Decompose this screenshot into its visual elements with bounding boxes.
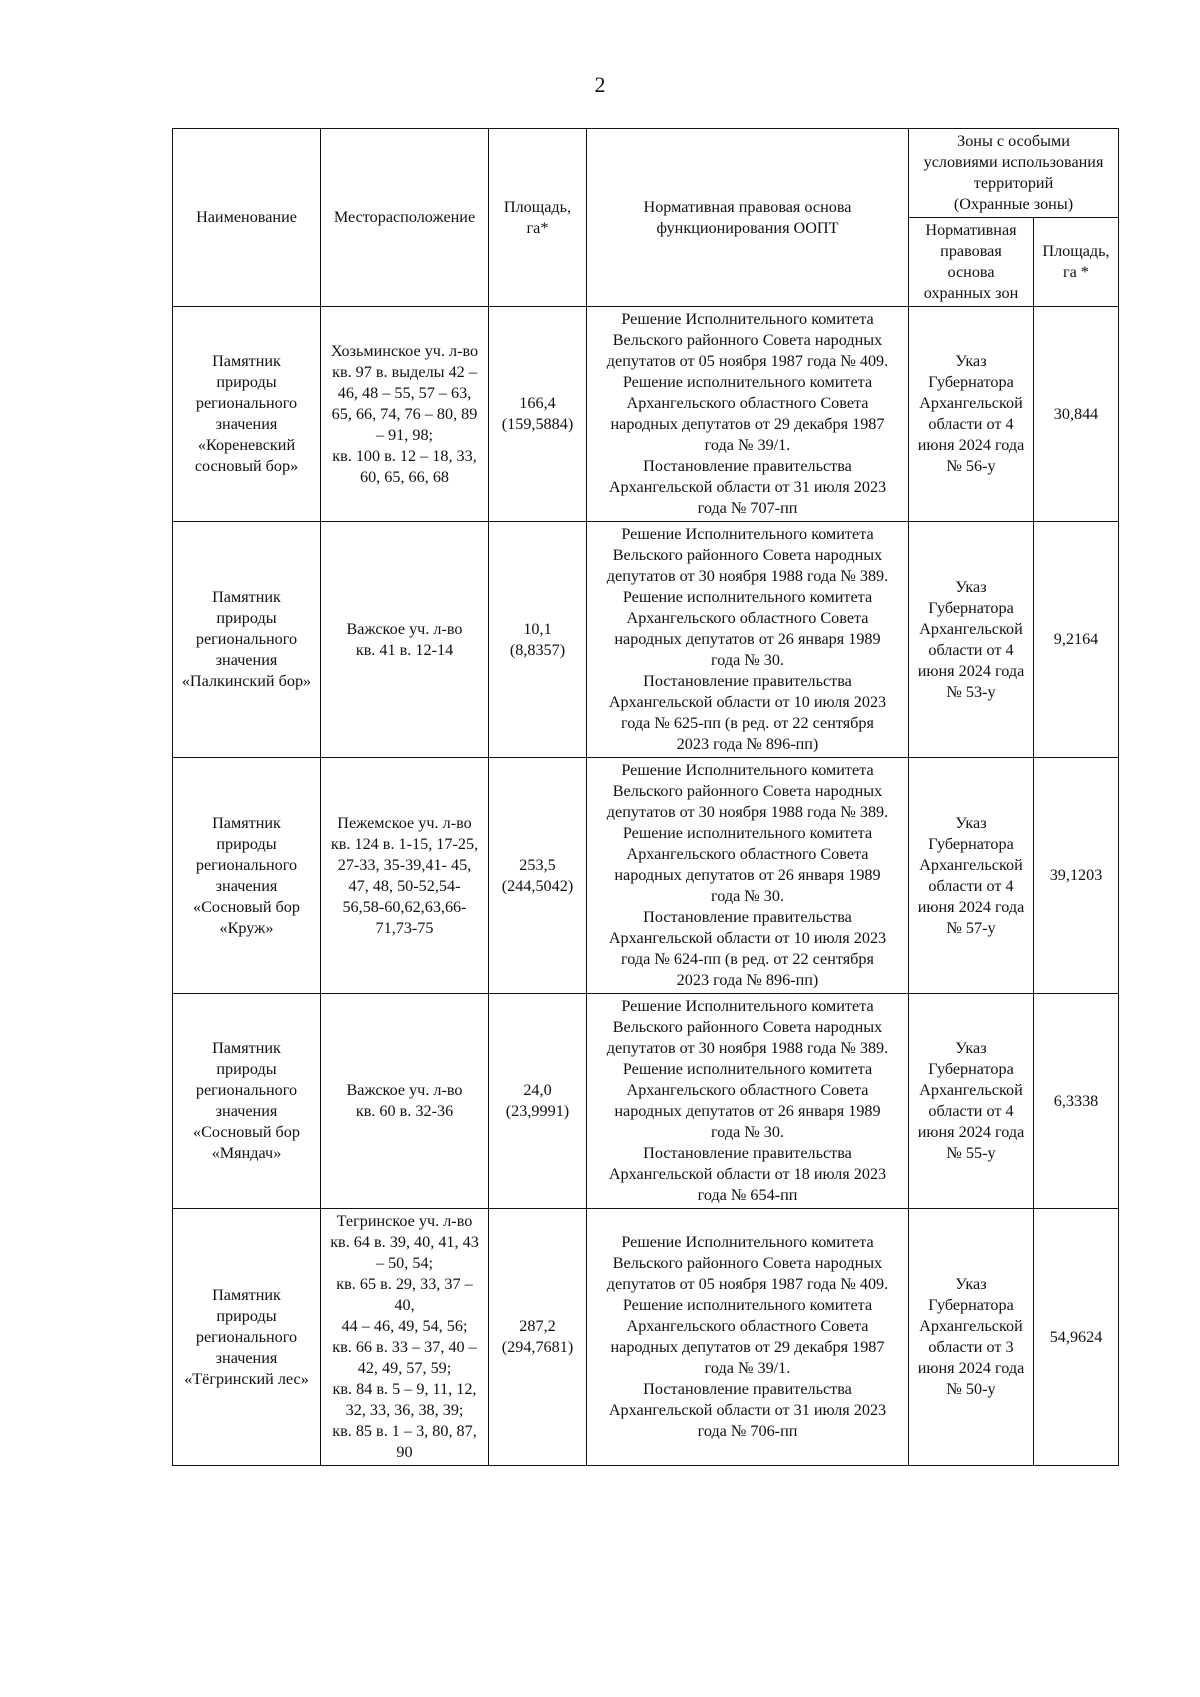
cell-legal-basis: Решение Исполнительного комитета Вельского районного Совета народных депутатов от 30 ноября 1988 года № 389. Решение исполнительного комитета Архангельского областного Совета народных депутатов от 26 января 1989 года № 30. Постановление правительства Архангельской области от 10 июля 2023 года № 624-пп (в ред. от 22 сентября 2023 года № 896-пп) (587, 758, 909, 994)
header-zones-legal-basis: Нормативная правовая основа охранных зон (909, 218, 1034, 307)
page-number: 2 (594, 72, 606, 97)
header-protected-zones: Зоны с особыми условиями использования территорий (Охранные зоны) (909, 129, 1119, 218)
table-row (173, 307, 1119, 522)
cell-legal-basis: Решение Исполнительного комитета Вельского районного Совета народных депутатов от 30 ноября 1988 года № 389. Решение исполнительного комитета Архангельского областного Совета народных депутатов от 26 января 1989 года № 30. Постановление правительства Архангельской области от 18 июля 2023 года № 654-пп (587, 994, 909, 1209)
cell-zone-area: 54,9624 (1034, 1209, 1119, 1466)
cell-legal-basis: Решение Исполнительного комитета Вельского районного Совета народных депутатов от 05 ноября 1987 года № 409. Решение исполнительного комитета Архангельского областного Совета народных депутатов от 29 декабря 1987 года № 39/1. Постановление правительства Архангельской области от 31 июля 2023 года № 706-пп (587, 1209, 909, 1466)
cell-area: 253,5 (244,5042) (489, 758, 587, 994)
cell-name: Памятник природы регионального значения «Палкинский бор» (173, 522, 321, 758)
cell-zone-basis: Указ Губернатора Архангельской области от 4 июня 2024 года № 53-у (909, 522, 1034, 758)
cell-area: 24,0 (23,9991) (489, 994, 587, 1209)
cell-area: 10,1 (8,8357) (489, 522, 587, 758)
cell-legal-basis: Решение Исполнительного комитета Вельского районного Совета народных депутатов от 05 ноября 1987 года № 409. Решение исполнительного комитета Архангельского областного Совета народных депутатов от 29 декабря 1987 года № 39/1. Постановление правительства Архангельской области от 31 июля 2023 года № 707-пп (587, 307, 909, 522)
table-row (173, 522, 1119, 758)
cell-zone-area: 39,1203 (1034, 758, 1119, 994)
cell-location: Пежемское уч. л-во кв. 124 в. 1-15, 17-25, 27-33, 35-39,41- 45, 47, 48, 50-52,54- 56,58-60,62,63,66- 71,73-75 (321, 758, 489, 994)
cell-name: Памятник природы регионального значения «Тёгринский лес» (173, 1209, 321, 1466)
cell-zone-basis: Указ Губернатора Архангельской области от 4 июня 2024 года № 57-у (909, 758, 1034, 994)
oopt-table (172, 128, 1119, 1466)
header-zones-area: Площадь, га * (1034, 218, 1119, 307)
header-area: Площадь, га* (489, 129, 587, 307)
cell-location: Тегринское уч. л-во кв. 64 в. 39, 40, 41, 43 – 50, 54; кв. 65 в. 29, 33, 37 – 40, 44 – 46, 49, 54, 56; кв. 66 в. 33 – 37, 40 – 42, 49, 57, 59; кв. 84 в. 5 – 9, 11, 12, 32, 33, 36, 38, 39; кв. 85 в. 1 – 3, 80, 87, 90 (321, 1209, 489, 1466)
header-name: Наименование (173, 129, 321, 307)
cell-name: Памятник природы регионального значения «Сосновый бор «Круж» (173, 758, 321, 994)
cell-area: 287,2 (294,7681) (489, 1209, 587, 1466)
cell-name: Памятник природы регионального значения «Сосновый бор «Мяндач» (173, 994, 321, 1209)
header-legal-basis: Нормативная правовая основа функционирования ООПТ (587, 129, 909, 307)
cell-zone-area: 9,2164 (1034, 522, 1119, 758)
cell-zone-basis: Указ Губернатора Архангельской области от 3 июня 2024 года № 50-у (909, 1209, 1034, 1466)
cell-zone-area: 30,844 (1034, 307, 1119, 522)
cell-zone-area: 6,3338 (1034, 994, 1119, 1209)
table-row (173, 758, 1119, 994)
cell-location: Важское уч. л-во кв. 60 в. 32-36 (321, 994, 489, 1209)
table-row (173, 994, 1119, 1209)
cell-location: Важское уч. л-во кв. 41 в. 12-14 (321, 522, 489, 758)
table-row (173, 1209, 1119, 1466)
cell-legal-basis: Решение Исполнительного комитета Вельского районного Совета народных депутатов от 30 ноября 1988 года № 389. Решение исполнительного комитета Архангельского областного Совета народных депутатов от 26 января 1989 года № 30. Постановление правительства Архангельской области от 10 июля 2023 года № 625-пп (в ред. от 22 сентября 2023 года № 896-пп) (587, 522, 909, 758)
header-location: Месторасположение (321, 129, 489, 307)
cell-zone-basis: Указ Губернатора Архангельской области от 4 июня 2024 года № 55-у (909, 994, 1034, 1209)
header-row (173, 129, 1119, 218)
table-body (173, 307, 1119, 1466)
cell-name: Памятник природы регионального значения «Кореневский сосновый бор» (173, 307, 321, 522)
table-header (173, 129, 1119, 307)
cell-zone-basis: Указ Губернатора Архангельской области от 4 июня 2024 года № 56-у (909, 307, 1034, 522)
cell-location: Хозьминское уч. л-во кв. 97 в. выделы 42 – 46, 48 – 55, 57 – 63, 65, 66, 74, 76 – 80, 89 – 91, 98; кв. 100 в. 12 – 18, 33, 60, 65, 66, 68 (321, 307, 489, 522)
cell-area: 166,4 (159,5884) (489, 307, 587, 522)
